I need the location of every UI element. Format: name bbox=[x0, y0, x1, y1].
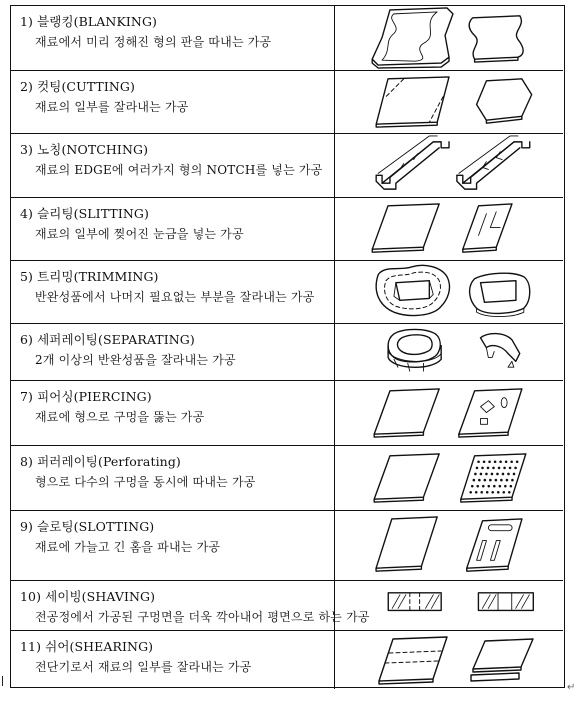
process-title: 10) 세이빙(SHAVING) bbox=[20, 589, 156, 604]
perforation-dot bbox=[495, 479, 498, 482]
perforation-dot bbox=[488, 460, 491, 463]
perforation-dot bbox=[478, 479, 481, 482]
process-row-notching bbox=[11, 134, 563, 198]
process-row-trimming bbox=[11, 261, 563, 324]
perforation-dot bbox=[516, 460, 519, 463]
perforation-dot bbox=[484, 479, 487, 482]
process-text-cell bbox=[11, 324, 335, 380]
process-text-cell bbox=[11, 6, 335, 70]
perforation-dot bbox=[502, 473, 505, 476]
perforation-dot bbox=[499, 460, 502, 463]
slotting-illustration bbox=[337, 511, 563, 580]
process-description: 재료의 EDGE에 여러가지 형의 NOTCH를 넣는 가공 bbox=[35, 163, 323, 177]
perforation-dot bbox=[498, 467, 501, 470]
process-title: 3) 노칭(NOTCHING) bbox=[20, 142, 149, 157]
process-text-cell bbox=[11, 631, 335, 689]
process-description: 전공정에서 가공된 구멍면을 더욱 깍아내어 평면으로 하는 가공 bbox=[35, 610, 370, 624]
perforation-dot bbox=[492, 467, 495, 470]
perforation-dot bbox=[491, 491, 494, 494]
perforation-dot bbox=[508, 491, 511, 494]
shaving-illustration bbox=[337, 581, 563, 630]
process-description: 전단기로서 재료의 일부를 잘라내는 가공 bbox=[35, 660, 252, 674]
perforation-dot bbox=[482, 485, 485, 488]
process-title: 1) 블랭킹(BLANKING) bbox=[20, 14, 158, 29]
blanking-illustration bbox=[337, 6, 563, 70]
process-description: 재료에 형으로 구멍을 뚫는 가공 bbox=[35, 410, 205, 424]
perforation-dot bbox=[481, 467, 484, 470]
slitting-illustration bbox=[337, 198, 563, 260]
process-table bbox=[10, 5, 565, 688]
process-text-cell bbox=[11, 381, 335, 445]
perforation-dot bbox=[502, 491, 505, 494]
perforation-dot bbox=[513, 473, 516, 476]
return-mark: ↵ bbox=[567, 682, 576, 693]
trimming-illustration bbox=[337, 261, 563, 323]
perforation-dot bbox=[493, 485, 496, 488]
process-row-slotting bbox=[11, 511, 563, 581]
process-text-cell bbox=[11, 511, 335, 580]
process-title: 5) 트리밍(TRIMMING) bbox=[20, 269, 159, 284]
perforation-dot bbox=[485, 473, 488, 476]
perforation-dot bbox=[500, 479, 503, 482]
perforation-dot bbox=[494, 460, 497, 463]
perforation-dot bbox=[496, 473, 499, 476]
process-text-cell bbox=[11, 134, 335, 197]
process-description: 재료에서 미리 정해진 형의 판을 따내는 가공 bbox=[35, 35, 272, 49]
process-title: 8) 퍼러레이팅(Perforating) bbox=[20, 454, 181, 469]
process-title: 11) 쉬어(SHEARING) bbox=[20, 639, 154, 654]
perforation-dot bbox=[480, 491, 483, 494]
perforation-dot bbox=[477, 460, 480, 463]
notching-illustration bbox=[337, 134, 563, 197]
perforation-dot bbox=[476, 467, 479, 470]
piercing-illustration bbox=[337, 381, 563, 445]
process-row-piercing bbox=[11, 381, 563, 446]
process-row-perforating bbox=[11, 446, 563, 511]
process-description: 2개 이상의 반완성품을 잘라내는 가공 bbox=[35, 353, 236, 367]
process-row-slitting bbox=[11, 198, 563, 261]
process-description: 반완성품에서 나머지 필요없는 부분을 잘라내는 가공 bbox=[35, 290, 315, 304]
perforation-dot bbox=[503, 467, 506, 470]
process-row-cutting bbox=[11, 71, 563, 134]
separating-illustration bbox=[337, 324, 563, 380]
process-description: 형으로 다수의 구멍을 동시에 따내는 가공 bbox=[35, 475, 256, 489]
perforation-dot bbox=[469, 491, 472, 494]
process-title: 6) 세퍼레이팅(SEPARATING) bbox=[20, 332, 195, 347]
process-row-shaving bbox=[11, 581, 563, 631]
process-row-blanking bbox=[11, 6, 563, 71]
process-description: 재료에 가늘고 긴 홈을 파내는 가공 bbox=[35, 540, 221, 554]
process-description: 재료의 일부에 찢어진 눈금을 넣는 가공 bbox=[35, 227, 244, 241]
perforation-dot bbox=[480, 473, 483, 476]
process-text-cell bbox=[11, 198, 335, 260]
perforating-illustration bbox=[337, 446, 563, 510]
perforation-dot bbox=[475, 491, 478, 494]
shearing-illustration bbox=[337, 631, 563, 689]
process-title: 2) 컷팅(CUTTING) bbox=[20, 79, 135, 94]
perforation-dot bbox=[486, 491, 489, 494]
perforation-dot bbox=[504, 485, 507, 488]
perforation-dot bbox=[510, 485, 513, 488]
perforation-dot bbox=[473, 479, 476, 482]
perforation-dot bbox=[510, 460, 513, 463]
process-title: 7) 피어싱(PIERCING) bbox=[20, 389, 152, 404]
perforation-dot bbox=[506, 479, 509, 482]
perforation-dot bbox=[471, 485, 474, 488]
process-title: 4) 슬리팅(SLITTING) bbox=[20, 206, 149, 221]
perforation-dot bbox=[499, 485, 502, 488]
process-row-shearing bbox=[11, 631, 563, 689]
perforation-dot bbox=[514, 467, 517, 470]
perforation-dot bbox=[483, 460, 486, 463]
perforation-dot bbox=[491, 473, 494, 476]
perforation-dot bbox=[507, 473, 510, 476]
process-title: 9) 슬로팅(SLOTTING) bbox=[20, 519, 155, 534]
perforation-dot bbox=[487, 467, 490, 470]
perforation-dot bbox=[509, 467, 512, 470]
perforation-dot bbox=[505, 460, 508, 463]
process-text-cell bbox=[11, 261, 335, 323]
perforation-dot bbox=[489, 479, 492, 482]
perforation-dot bbox=[474, 473, 477, 476]
cutting-illustration bbox=[337, 71, 563, 133]
margin-tick bbox=[2, 676, 3, 686]
process-row-separating bbox=[11, 324, 563, 381]
perforation-dot bbox=[476, 485, 479, 488]
perforation-dot bbox=[497, 491, 500, 494]
perforation-dot bbox=[511, 479, 514, 482]
process-description: 재료의 일부를 잘라내는 가공 bbox=[35, 100, 189, 114]
process-text-cell bbox=[11, 71, 335, 133]
process-text-cell bbox=[11, 446, 335, 510]
process-text-cell bbox=[11, 581, 370, 630]
perforation-dot bbox=[488, 485, 491, 488]
